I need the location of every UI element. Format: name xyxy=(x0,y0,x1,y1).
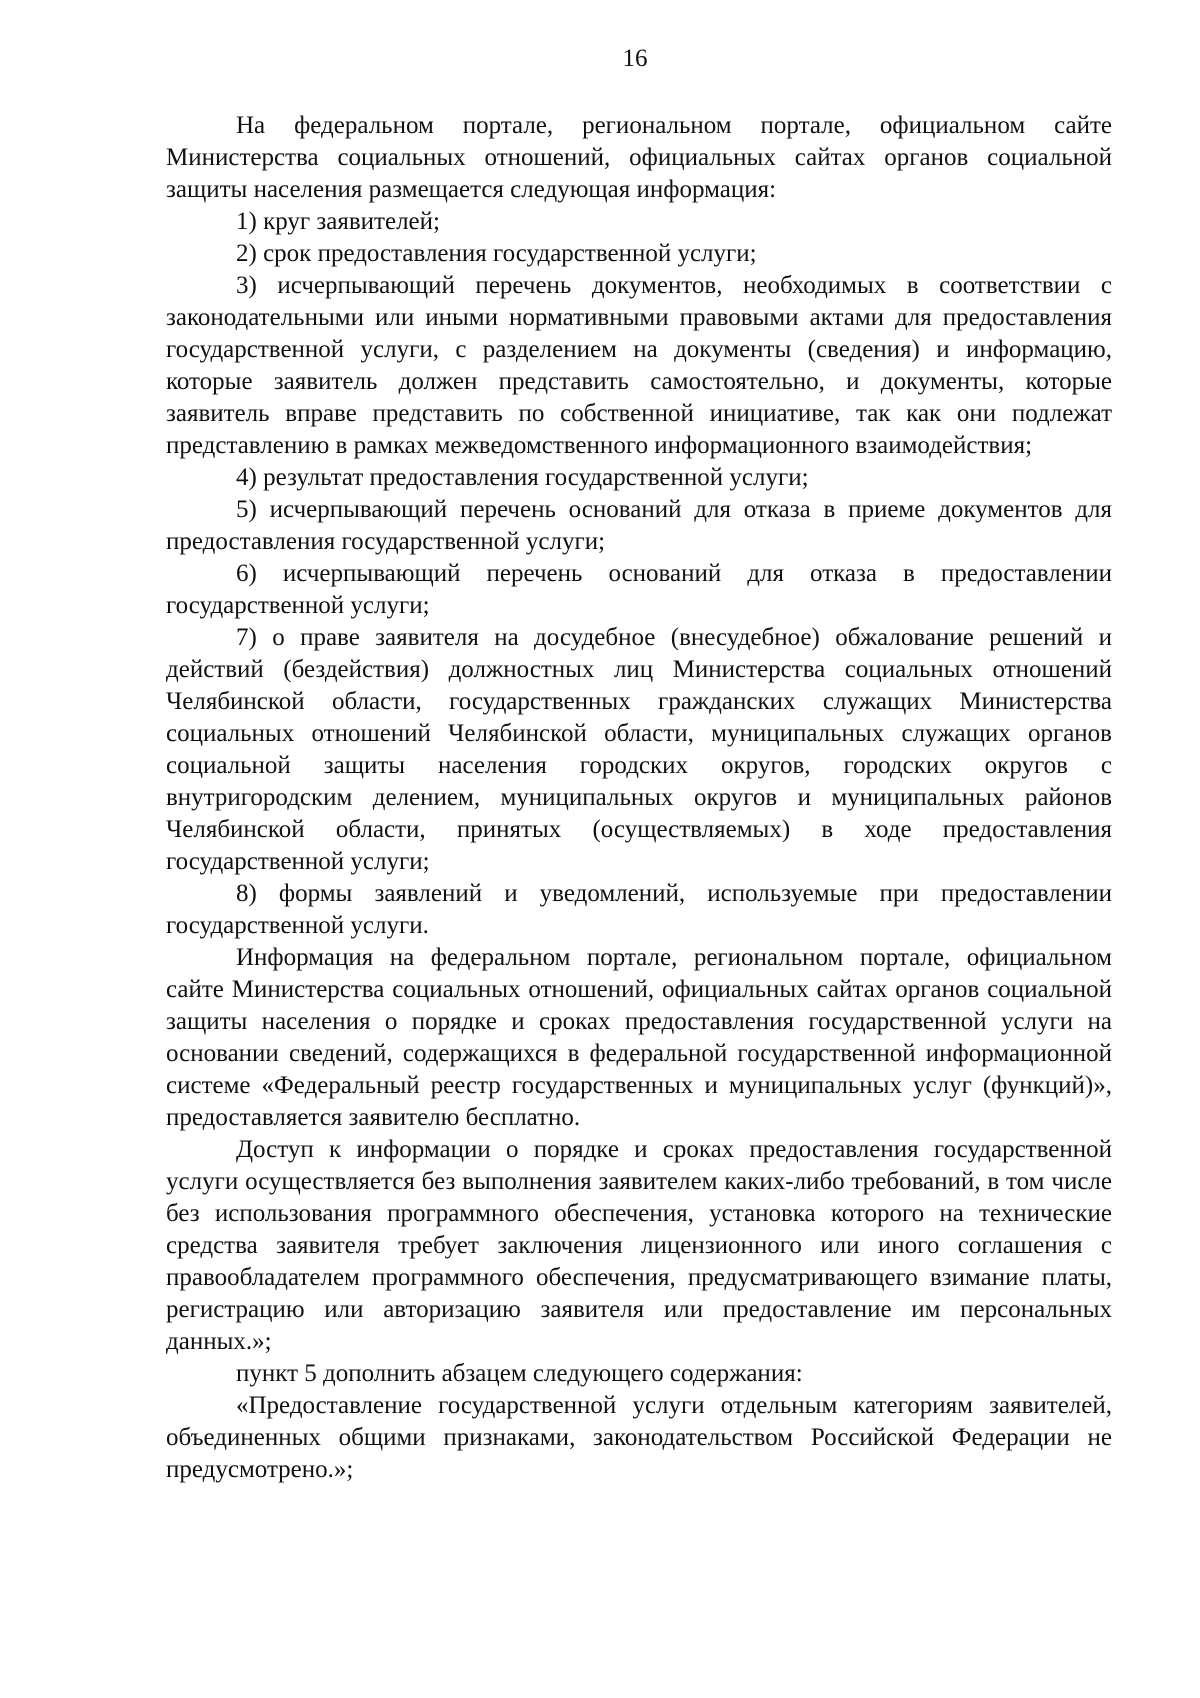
list-item-2: 2) срок предоставления государственной услуги; xyxy=(236,240,757,267)
list-item-1: 1) круг заявителей; xyxy=(236,208,440,235)
amendment-text: «Предоставление государственной услуги отдельным категориям заявителей, объединенных общими признаками, законодательством Российской Федерации не предусмотрено.»; xyxy=(166,1392,1112,1483)
list-item-3: 3) исчерпывающий перечень документов, необходимых в соответствии с законодательными или иными нормативными правовыми актами для предоставления государственной услуги, с разделением на документы (сведения) и информацию, которые заявитель должен представить самостоятельно, и документы, которые заявитель вправе представить по собственной инициативе, так как они подлежат представлению в рамках межведомственного информационного взаимодействия; xyxy=(166,272,1112,459)
amendment-instruction: пункт 5 дополнить абзацем следующего содержания: xyxy=(236,1360,803,1387)
list-item-7: 7) о праве заявителя на досудебное (внесудебное) обжалование решений и действий (бездействия) должностных лиц Министерства социальных отношений Челябинской области, государственных гражданских служащих Министерства социальных отношений Челябинской области, муниципальных служащих органов социальной защиты населения городских округов, городских округов с внутригородским делением, муниципальных округов и муниципальных районов Челябинской области, принятых (осуществляемых) в ходе предоставления государственной услуги; xyxy=(166,624,1112,875)
page-number: 16 xyxy=(622,45,648,72)
list-item-8: 8) формы заявлений и уведомлений, используемые при предоставлении государственной услуги. xyxy=(166,880,1112,939)
info-free-paragraph: Информация на федеральном портале, региональном портале, официальном сайте Министерства социальных отношений, официальных сайтах органов социальной защиты населения о порядке и сроках предоставления государственной услуги на основании сведений, содержащихся в федеральной государственной информационной системе «Федеральный реестр государственных и муниципальных услуг (функций)», предоставляется заявителю бесплатно. xyxy=(166,944,1112,1131)
intro-paragraph: На федеральном портале, региональном портале, официальном сайте Министерства социальных отношений, официальных сайтах органов социальной защиты населения размещается следующая информация: xyxy=(166,112,1112,203)
document-body xyxy=(166,110,1112,1486)
list-item-4: 4) результат предоставления государственной услуги; xyxy=(236,464,809,491)
list-item-5: 5) исчерпывающий перечень оснований для отказа в приеме документов для предоставления государственной услуги; xyxy=(166,496,1112,555)
access-paragraph: Доступ к информации о порядке и сроках предоставления государственной услуги осуществляется без выполнения заявителем каких-либо требований, в том числе без использования программного обеспечения, установка которого на технические средства заявителя требует заключения лицензионного или иного соглашения с правообладателем программного обеспечения, предусматривающего взимание платы, регистрацию или авторизацию заявителя или предоставление им персональных данных.»; xyxy=(166,1136,1112,1355)
list-item-6: 6) исчерпывающий перечень оснований для отказа в предоставлении государственной услуги; xyxy=(166,560,1112,619)
